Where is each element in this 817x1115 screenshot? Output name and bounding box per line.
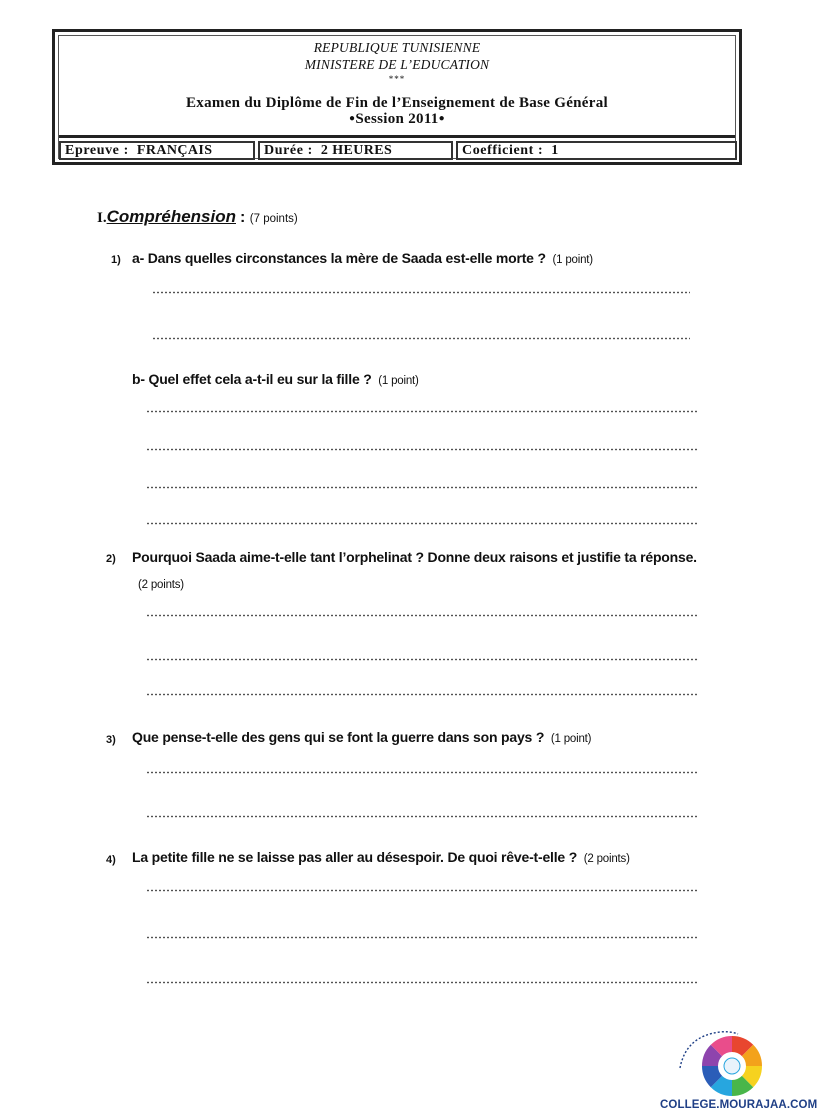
section-title xyxy=(97,207,298,227)
answer-line[interactable] xyxy=(146,981,698,984)
coefficient-value: 1 xyxy=(551,143,559,158)
session-line xyxy=(61,111,733,128)
coefficient-cell xyxy=(456,141,737,160)
question-number: 4) xyxy=(106,854,116,866)
section-points: (7 points) xyxy=(249,213,298,225)
bullet-icon: ● xyxy=(438,113,445,124)
logo-text: COLLEGE.MOURAJAA.COM xyxy=(660,1099,817,1111)
answer-line[interactable] xyxy=(146,771,698,774)
exam-info-row xyxy=(59,135,735,163)
exam-title: Examen du Diplôme de Fin de l’Enseignement de Base Général xyxy=(186,95,608,111)
question-label: a- Dans quelles circonstances la mère de Saada est-elle morte ? xyxy=(132,250,546,266)
question-text xyxy=(132,729,591,745)
question-points: (2 points) xyxy=(138,579,184,591)
question-label: La petite fille ne se laisse pas aller au désespoir. De quoi rêve-t-elle ? xyxy=(132,849,578,865)
epreuve-cell xyxy=(59,141,255,160)
question-text xyxy=(132,250,593,266)
globe-icon xyxy=(724,1058,740,1074)
bullet-icon: ● xyxy=(349,113,356,124)
duree-cell xyxy=(258,141,453,160)
question-points: (1 point) xyxy=(550,733,592,745)
coefficient-label: Coefficient : xyxy=(462,143,544,158)
header-title-block xyxy=(61,37,733,135)
question-points: (1 point) xyxy=(378,375,419,387)
answer-line[interactable] xyxy=(152,337,690,340)
country-name: REPUBLIQUE TUNISIENNE xyxy=(313,40,481,55)
question-number: 3) xyxy=(106,734,116,746)
answer-line[interactable] xyxy=(152,291,690,294)
epreuve-label: Epreuve : xyxy=(65,143,129,158)
question-points: (2 points) xyxy=(583,853,630,865)
answer-line[interactable] xyxy=(146,693,698,696)
question-text xyxy=(132,371,419,387)
answer-line[interactable] xyxy=(146,486,698,489)
question-number: 2) xyxy=(106,553,116,565)
ministry-name: MINISTERE DE L’EDUCATION xyxy=(304,57,490,72)
question-label: Que pense-t-elle des gens qui se font la guerre dans son pays ? xyxy=(132,729,545,745)
question-label: b- Quel effet cela a-t-il eu sur la fille ? xyxy=(132,371,372,387)
answer-line[interactable] xyxy=(146,614,698,617)
question-points: (1 point) xyxy=(552,254,593,266)
answer-line[interactable] xyxy=(146,936,698,939)
section-number: I. xyxy=(97,210,107,226)
question-points-line xyxy=(135,575,184,591)
exam-header xyxy=(52,29,742,165)
epreuve-value: FRANÇAIS xyxy=(136,143,213,158)
duree-value: 2 HEURES xyxy=(320,143,393,158)
duree-label: Durée : xyxy=(264,143,313,158)
college-mourajaa-logo xyxy=(672,1022,782,1102)
answer-line[interactable] xyxy=(146,410,698,413)
section-name: Compréhension xyxy=(106,207,236,226)
answer-line[interactable] xyxy=(146,522,698,525)
question-text: Pourquoi Saada aime-t-elle tant l’orphelinat ? Donne deux raisons et justifie ta réponse. xyxy=(132,549,697,565)
answer-line[interactable] xyxy=(146,448,698,451)
question-text xyxy=(132,849,630,865)
section-colon: : xyxy=(240,209,246,226)
answer-line[interactable] xyxy=(146,658,698,661)
question-number: 1) xyxy=(111,254,121,266)
ornament-stars: *** xyxy=(388,74,406,84)
session-label: Session 2011 xyxy=(355,111,439,127)
answer-line[interactable] xyxy=(146,815,698,818)
answer-line[interactable] xyxy=(146,889,698,892)
